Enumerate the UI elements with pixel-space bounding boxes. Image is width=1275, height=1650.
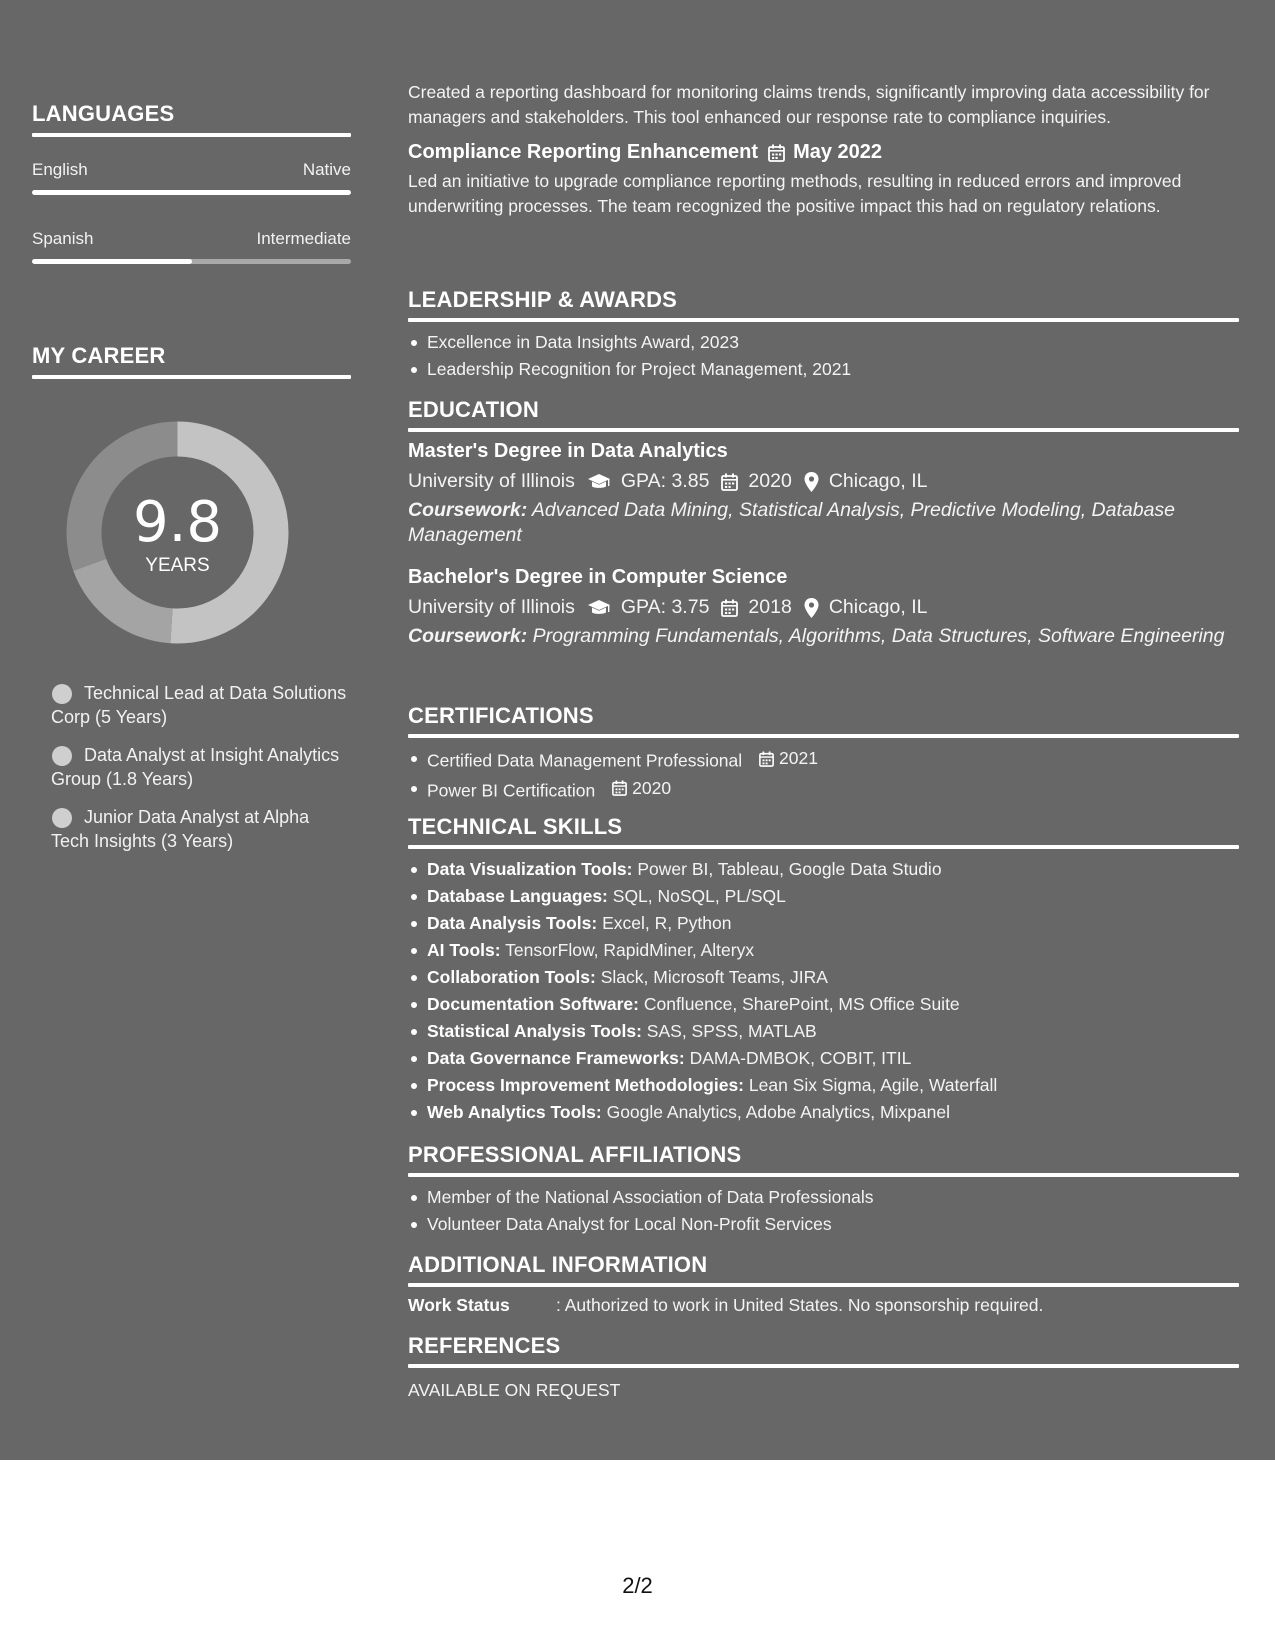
- project-date-wrap: [768, 141, 882, 164]
- legend-dot-icon: [52, 684, 72, 704]
- language-level: Native: [302, 160, 351, 179]
- calendar-icon: [721, 473, 738, 491]
- skill-values: Slack, Microsoft Teams, JIRA: [600, 967, 828, 987]
- certifications-list: [408, 745, 1239, 804]
- gpa: GPA: 3.75: [620, 596, 710, 618]
- work-status-value: : Authorized to work in United States. No sponsorship required.: [556, 1295, 1044, 1315]
- skill-values: Confluence, SharePoint, MS Office Suite: [643, 994, 960, 1014]
- proficiency-bar: [32, 190, 351, 195]
- certification-name: Certified Data Management Professional: [427, 750, 743, 771]
- additional-heading: ADDITIONAL INFORMATION: [408, 1252, 708, 1277]
- skill-category: Documentation Software:: [427, 994, 639, 1014]
- skills-heading: TECHNICAL SKILLS: [408, 814, 623, 839]
- language-name: English: [32, 160, 88, 179]
- certification-date: [759, 745, 818, 772]
- career-legend-label: Technical Lead at Data Solutions Corp (5 Years): [51, 683, 347, 727]
- heading-rule: [32, 133, 351, 137]
- certification-item: [408, 775, 1239, 805]
- affiliation-item: Volunteer Data Analyst for Local Non-Profit Services: [408, 1211, 1239, 1238]
- skill-category: Process Improvement Methodologies:: [427, 1075, 745, 1095]
- skill-values: Lean Six Sigma, Agile, Waterfall: [748, 1075, 998, 1095]
- certification-year: 2021: [779, 748, 818, 768]
- gpa: GPA: 3.85: [620, 470, 710, 492]
- affiliation-item: Member of the National Association of Data Professionals: [408, 1184, 1239, 1211]
- certification-item: [408, 745, 1239, 775]
- skill-category: AI Tools:: [427, 940, 501, 960]
- project-title: Compliance Reporting Enhancement: [408, 141, 759, 163]
- career-legend-item: [51, 743, 351, 791]
- skill-category: Data Visualization Tools:: [427, 859, 633, 879]
- affiliations-heading: PROFESSIONAL AFFILIATIONS: [408, 1142, 742, 1167]
- skill-category: Database Languages:: [427, 886, 608, 906]
- school-location: Chicago, IL: [828, 596, 928, 618]
- skill-values: TensorFlow, RapidMiner, Alteryx: [505, 940, 755, 960]
- certification-name: Power BI Certification: [427, 780, 596, 800]
- leadership-section: [408, 287, 1239, 383]
- language-level: Intermediate: [256, 229, 351, 248]
- career-legend-label: Junior Data Analyst at Alpha Tech Insights (3 Years): [51, 807, 310, 851]
- language-name: Spanish: [32, 229, 94, 248]
- heading-rule: [408, 318, 1239, 322]
- project-description: Led an initiative to upgrade compliance reporting methods, resulting in reduced errors and improved underwriting processes. The team recognized the positive impact this had on regulatory relations.: [408, 171, 1182, 216]
- degree-meta: [408, 470, 1239, 493]
- skills-section: [408, 814, 1239, 1126]
- graduation-year: 2020: [748, 470, 792, 492]
- career-heading: MY CAREER: [32, 343, 166, 368]
- leadership-list: [408, 329, 1239, 383]
- calendar-icon: [759, 751, 774, 767]
- career-legend-item: [51, 681, 351, 729]
- award-item: Leadership Recognition for Project Management, 2021: [408, 356, 1239, 383]
- proficiency-fill: [32, 259, 192, 264]
- skill-values: SAS, SPSS, MATLAB: [646, 1021, 817, 1041]
- skill-values: DAMA-DMBOK, COBIT, ITIL: [689, 1048, 912, 1068]
- heading-rule: [32, 375, 351, 379]
- work-status-row: [408, 1295, 1239, 1319]
- coursework-label: Coursework:: [408, 625, 528, 647]
- career-legend: [51, 681, 351, 867]
- heading-rule: [408, 428, 1239, 432]
- degree-title: Bachelor's Degree in Computer Science: [408, 566, 788, 588]
- school-name: University of Illinois: [408, 470, 575, 492]
- education-heading: EDUCATION: [408, 397, 539, 422]
- calendar-icon: [768, 144, 785, 162]
- skill-item: [408, 856, 1239, 883]
- references-text: AVAILABLE ON REQUEST: [408, 1380, 621, 1400]
- skill-item: [408, 937, 1239, 964]
- legend-dot-icon: [52, 808, 72, 828]
- heading-rule: [408, 1283, 1239, 1287]
- page-number: 2/2: [622, 1573, 653, 1598]
- award-item: Excellence in Data Insights Award, 2023: [408, 329, 1239, 356]
- skill-category: Statistical Analysis Tools:: [427, 1021, 642, 1041]
- career-legend-label: Data Analyst at Insight Analytics Group (1.8 Years): [51, 745, 340, 789]
- coursework: [408, 624, 1239, 649]
- skill-item: [408, 1099, 1239, 1126]
- project-heading: [408, 141, 1239, 164]
- coursework-list: Programming Fundamentals, Algorithms, Data Structures, Software Engineering: [532, 625, 1225, 647]
- career-total-years: 9.8: [132, 490, 223, 555]
- school-location: Chicago, IL: [828, 470, 928, 492]
- experience-intro: Created a reporting dashboard for monitoring claims trends, significantly improving data accessibility for managers and stakeholders. This tool enhanced our response rate to compliance inquiries.: [408, 82, 1210, 127]
- calendar-icon: [721, 599, 738, 617]
- skill-values: Excel, R, Python: [602, 913, 732, 933]
- additional-section: [408, 1252, 1239, 1319]
- project-date: May 2022: [793, 141, 883, 163]
- skill-item: [408, 991, 1239, 1018]
- calendar-icon: [612, 780, 627, 796]
- skill-values: SQL, NoSQL, PL/SQL: [612, 886, 786, 906]
- heading-rule: [408, 845, 1239, 849]
- skill-values: Power BI, Tableau, Google Data Studio: [637, 859, 942, 879]
- heading-rule: [408, 734, 1239, 738]
- skill-item: [408, 1072, 1239, 1099]
- references-section: [408, 1333, 1239, 1403]
- degree-title: Master's Degree in Data Analytics: [408, 440, 728, 462]
- experience-continued: [408, 80, 1239, 218]
- skill-values: Google Analytics, Adobe Analytics, Mixpanel: [606, 1102, 950, 1122]
- coursework-label: Coursework:: [408, 499, 528, 521]
- certifications-section: [408, 703, 1239, 804]
- skill-item: [408, 910, 1239, 937]
- affiliations-section: [408, 1142, 1239, 1238]
- heading-rule: [408, 1173, 1239, 1177]
- certification-year: 2020: [632, 777, 672, 798]
- education-entry: [408, 440, 1239, 548]
- career-legend-item: [51, 805, 351, 853]
- school-name: University of Illinois: [408, 596, 575, 618]
- certification-date: [612, 775, 671, 802]
- heading-rule: [408, 1364, 1239, 1368]
- leadership-heading: LEADERSHIP & AWARDS: [408, 287, 678, 312]
- skill-item: [408, 1045, 1239, 1072]
- references-heading: REFERENCES: [408, 1333, 561, 1358]
- skill-category: Collaboration Tools:: [427, 967, 596, 987]
- skill-category: Data Analysis Tools:: [427, 913, 598, 933]
- skill-item: [408, 1018, 1239, 1045]
- skill-category: Data Governance Frameworks:: [427, 1048, 685, 1068]
- graduation-cap-icon: [587, 473, 611, 491]
- legend-dot-icon: [52, 746, 72, 766]
- graduation-cap-icon: [587, 599, 611, 617]
- languages-heading: LANGUAGES: [32, 101, 175, 126]
- education-entry: [408, 566, 1239, 649]
- coursework: [408, 498, 1239, 548]
- career-section: [32, 343, 351, 379]
- location-pin-icon: [804, 472, 819, 492]
- languages-section: [32, 101, 351, 137]
- location-pin-icon: [804, 598, 819, 618]
- education-section: [408, 397, 1239, 649]
- proficiency-fill: [32, 190, 351, 195]
- affiliations-list: [408, 1184, 1239, 1238]
- degree-meta: [408, 596, 1239, 619]
- skills-list: [408, 856, 1239, 1126]
- skill-category: Web Analytics Tools:: [427, 1102, 602, 1122]
- certifications-heading: CERTIFICATIONS: [408, 703, 594, 728]
- proficiency-bar: [32, 259, 351, 264]
- work-status-label: Work Status: [408, 1295, 510, 1315]
- skill-item: [408, 883, 1239, 910]
- coursework-list: Advanced Data Mining, Statistical Analysis, Predictive Modeling, Database Management: [408, 499, 1176, 546]
- skill-item: [408, 964, 1239, 991]
- graduation-year: 2018: [748, 596, 792, 618]
- career-total-unit: YEARS: [145, 555, 210, 576]
